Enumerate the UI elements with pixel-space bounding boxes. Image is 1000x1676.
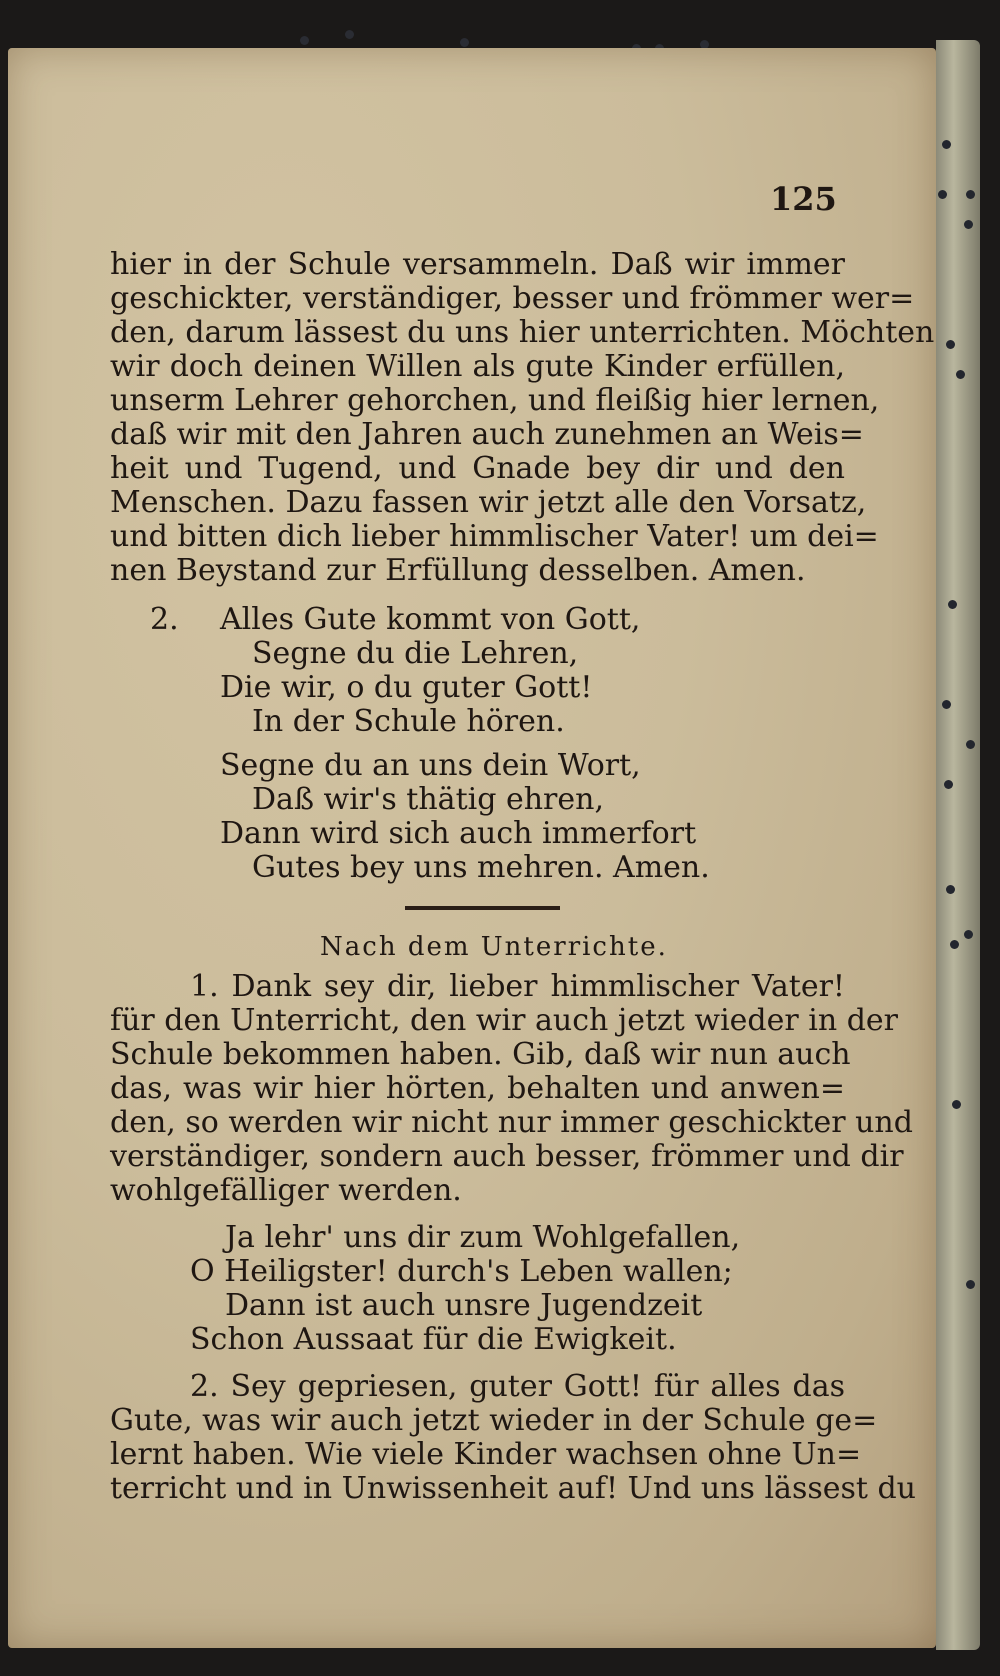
verse-line: Gutes bey uns mehren. Amen.	[252, 850, 710, 885]
verse-line: O Heiligster! durch's Leben wallen;	[190, 1254, 733, 1289]
verse-line: Die wir, o du guter Gott!	[220, 670, 593, 705]
verse-line: Schon Aussaat für die Ewigkeit.	[190, 1322, 677, 1357]
verse-line: Segne du die Lehren,	[252, 636, 579, 671]
text-line: nen Beystand zur Erfüllung desselben. Amen.	[110, 553, 806, 588]
text-line: 2. Sey gepriesen, guter Gott! für alles das	[190, 1369, 845, 1404]
text-line: Gute, was wir auch jetzt wieder in der Schule ge=	[110, 1403, 878, 1438]
text-line: Menschen. Dazu fassen wir jetzt alle den Vorsatz,	[110, 485, 867, 520]
text-line: 1. Dank sey dir, lieber himmlischer Vater!	[190, 969, 845, 1004]
text-line: das, was wir hier hörten, behalten und anwen=	[110, 1071, 845, 1106]
text-line: Schule bekommen haben. Gib, daß wir nun auch	[110, 1037, 851, 1072]
verse-line: Dann wird sich auch immerfort	[220, 816, 697, 851]
text-line: den, so werden wir nicht nur immer geschickter und	[110, 1105, 913, 1140]
text-line: und bitten dich lieber himmlischer Vater! um dei=	[110, 519, 879, 554]
verse-line: Alles Gute kommt von Gott,	[220, 602, 641, 637]
verse-line: Segne du an uns dein Wort,	[220, 748, 641, 783]
section-heading: Nach dem Unterrichte.	[320, 932, 668, 962]
text-line: daß wir mit den Jahren auch zunehmen an Weis=	[110, 417, 864, 452]
verse-line: Ja lehr' uns dir zum Wohlgefallen,	[225, 1220, 741, 1255]
text-line: lernt haben. Wie viele Kinder wachsen ohne Un=	[110, 1437, 862, 1472]
text-line: wohlgefälliger werden.	[110, 1173, 462, 1208]
text-line: geschickter, verständiger, besser und frömmer wer=	[110, 281, 915, 316]
text-line: wir doch deinen Willen als gute Kinder erfüllen,	[110, 349, 845, 384]
book-edge	[936, 40, 980, 1650]
text-line: terricht und in Unwissenheit auf! Und uns lässest du	[110, 1471, 917, 1506]
text-line: unserm Lehrer gehorchen, und fleißig hier lernen,	[110, 383, 880, 418]
verse-line: Dann ist auch unsre Jugendzeit	[225, 1288, 703, 1323]
text-line: hier in der Schule versammeln. Daß wir immer	[110, 247, 845, 282]
text-line: den, darum lässest du uns hier unterrichten. Möchten	[110, 315, 935, 350]
text-line: heit und Tugend, und Gnade bey dir und den	[110, 451, 845, 486]
text-line: verständiger, sondern auch besser, frömmer und dir	[110, 1139, 904, 1174]
page-number: 125	[770, 180, 837, 218]
section-divider	[405, 906, 560, 910]
verse-line: In der Schule hören.	[252, 704, 565, 739]
verse-line: Daß wir's thätig ehren,	[252, 782, 604, 817]
verse-number: 2.	[150, 602, 179, 637]
text-line: für den Unterricht, den wir auch jetzt wieder in der	[110, 1003, 899, 1038]
